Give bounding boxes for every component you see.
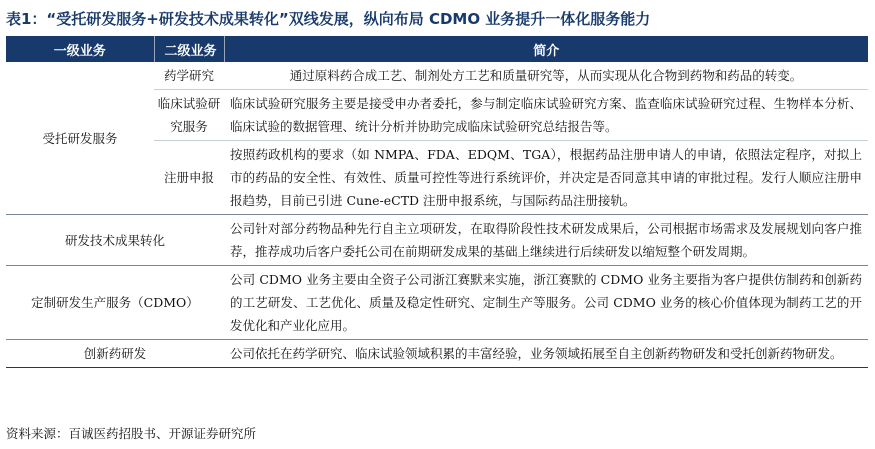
table-row (6, 266, 868, 340)
level1-innovative: 创新药研发 (6, 340, 224, 368)
level1-cdmo: 定制研发生产服务（CDMO） (6, 266, 224, 340)
level1-transfer: 研发技术成果转化 (6, 215, 224, 266)
header-level2: 二级业务 (154, 36, 224, 62)
desc-cdmo: 公司 CDMO 业务主要由全资子公司浙江赛默来实施，浙江赛默的 CDMO 业务主要指为客户提供仿制药和创新药的工艺研发、工艺优化、质量及稳定性研究、定制生产等服务。公司 CDMO 业务的核心价值体现为制药工艺的开发优化和产业化应用。 (224, 266, 868, 340)
header-intro: 简介 (224, 36, 868, 62)
table-header-row (6, 36, 868, 62)
header-level1: 一级业务 (6, 36, 154, 62)
level2-clinical: 临床试验研究服务 (154, 90, 224, 141)
desc-transfer: 公司针对部分药物品种先行自主立项研发，在取得阶段性技术研发成果后，公司根据市场需求及发展规划向客户推荐，推荐成功后客户委托公司在前期研发成果的基础上继续进行后续研发以缩短整个研发周期。 (224, 215, 868, 266)
table-row (6, 215, 868, 266)
desc-clinical: 临床试验研究服务主要是接受申办者委托，参与制定临床试验研究方案、监查临床试验研究过程、生物样本分析、临床试验的数据管理、统计分析并协助完成临床试验研究总结报告等。 (224, 90, 868, 141)
level2-registration: 注册申报 (154, 141, 224, 215)
source-note: 资料来源：百诚医药招股书、开源证券研究所 (6, 426, 257, 441)
level2-pharma: 药学研究 (163, 68, 214, 83)
table-row (6, 340, 868, 368)
business-table (6, 36, 868, 368)
table-title: 表1：“受托研发服务+研发技术成果转化”双线发展，纵向布局 CDMO 业务提升一体化服务能力 (6, 10, 651, 28)
desc-registration: 按照药政机构的要求（如 NMPA、FDA、EDQM、TGA），根据药品注册申请人的申请，依照法定程序，对拟上市的药品的安全性、有效性、质量可控性等进行系统评价，并决定是否同意其申请的审批过程。发行人顺应注册申报趋势，目前已引进 Cune-eCTD 注册申报系统，与国际药品注册接轨。 (224, 141, 868, 215)
table-row (6, 62, 868, 90)
level1-entrusted: 受托研发服务 (42, 130, 118, 146)
desc-innovative: 公司依托在药学研究、临床试验领域积累的丰富经验，业务领域拓展至自主创新药物研发和受托创新药物研发。 (224, 340, 868, 368)
desc-pharma: 通过原料药合成工艺、制剂处方工艺和质量研究等，从而实现从化合物到药物和药品的转变。 (289, 68, 803, 83)
